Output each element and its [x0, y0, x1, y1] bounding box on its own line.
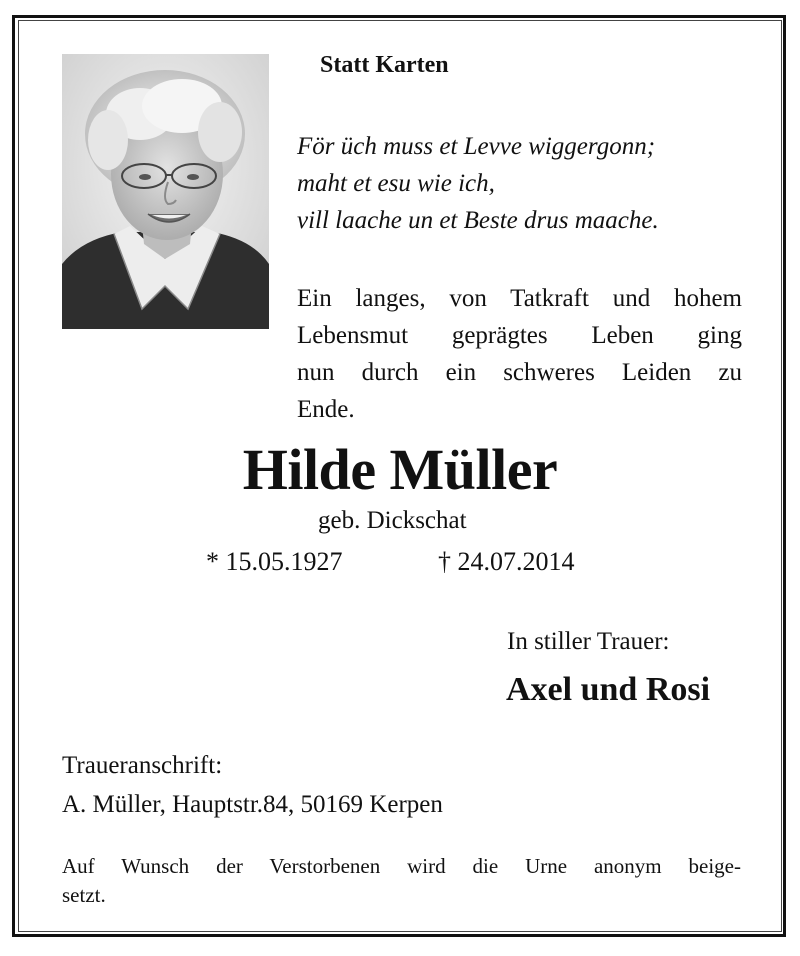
tribute-line: nun durch ein schweres Leiden zu [297, 359, 742, 386]
address-label: Traueranschrift: [62, 752, 223, 779]
portrait-photo [62, 54, 269, 329]
poem [297, 128, 659, 239]
note-line: Auf Wunsch der Verstorbenen wird die Urne anonym beige- [62, 854, 741, 878]
mourning-label: In stiller Trauer: [507, 628, 670, 655]
tribute-text [297, 280, 742, 428]
deceased-name: Hilde Müller [242, 437, 558, 502]
header-title: Statt Karten [320, 52, 449, 78]
birth-date: * 15.05.1927 [206, 547, 343, 576]
poem-line: För üch muss et Levve wiggergonn; [297, 133, 656, 160]
note-line: setzt. [62, 883, 106, 907]
mourner-names: Axel und Rosi [506, 671, 711, 708]
tribute-line: Ein langes, von Tatkraft und hohem [297, 285, 742, 312]
maiden-name: geb. Dickschat [318, 507, 467, 534]
burial-note [62, 852, 741, 910]
tribute-line: Ende. [297, 396, 355, 423]
death-date: † 24.07.2014 [438, 547, 575, 576]
poem-line: vill laache un et Beste drus maache. [297, 207, 659, 234]
tribute-line: Lebensmut geprägtes Leben ging [297, 322, 742, 349]
mourning-address: A. Müller, Hauptstr.84, 50169 Kerpen [62, 791, 443, 818]
poem-line: maht et esu wie ich, [297, 170, 495, 197]
